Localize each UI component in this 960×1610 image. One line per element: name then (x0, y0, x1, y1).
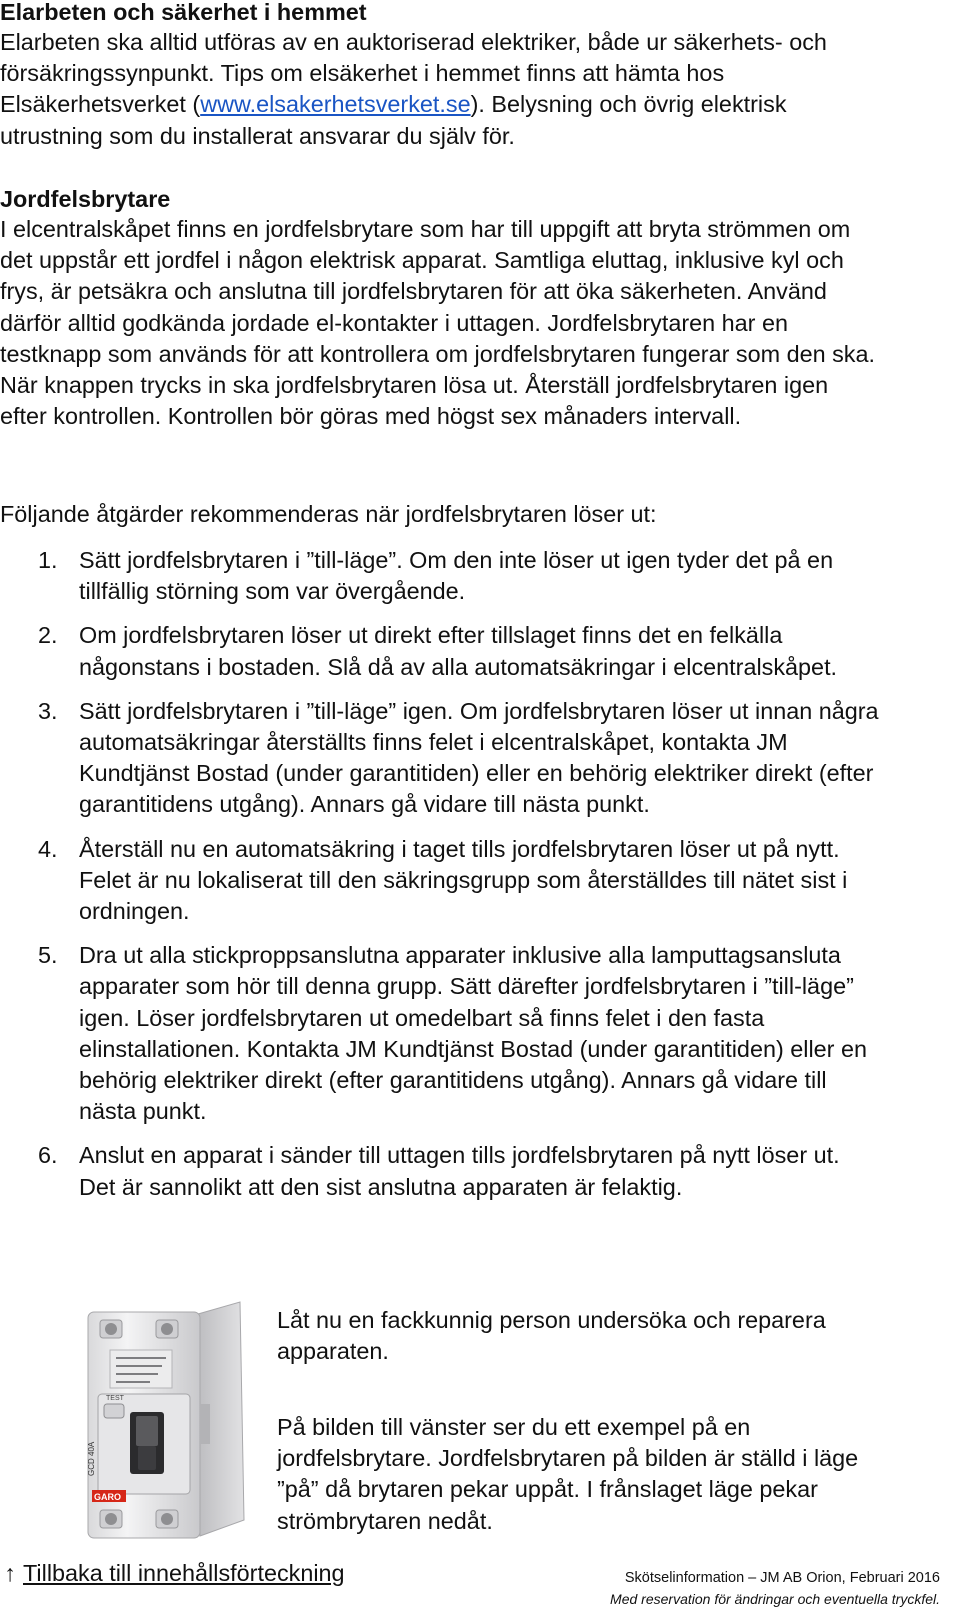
step-number: 1. (38, 547, 58, 573)
step-item (0, 940, 880, 1127)
step-text: Om jordfelsbrytaren löser ut direkt efter tillslaget finns det en felkälla någonstans i bostaden. Slå då av alla automatsäkringar i elcentralskåpet. (79, 622, 838, 680)
intro-paragraph (0, 27, 880, 152)
garo-logo: GARO (94, 1492, 121, 1502)
step-text: Sätt jordfelsbrytaren i ”till-läge”. Om den inte löser ut igen tyder det på en tillfällig störning som var övergående. (79, 547, 834, 605)
back-to-toc-label: Tillbaka till innehållsförteckning (23, 1560, 345, 1586)
step-text: Sätt jordfelsbrytaren i ”till-läge” igen. Om jordfelsbrytaren löser ut innan några automatsäkringar återställts finns felet i elcentralskåpet, kontakta JM Kundtjänst Bostad (under garantitiden) eller en behörig elektriker direkt (efter garantitidens utgång). Annars gå vidare till nästa punkt. (79, 697, 879, 818)
intro-heading: Elarbeten och säkerhet i hemmet (0, 0, 367, 25)
steps-list (0, 545, 880, 1203)
step-item (0, 620, 880, 682)
jordfelsbrytare-section (0, 184, 880, 432)
device-rating-label: GCD 40A (87, 1441, 96, 1476)
jordfelsbrytare-heading: Jordfelsbrytare (0, 186, 171, 212)
step-number: 4. (38, 835, 58, 862)
arrow-up-icon: ↑ (4, 1560, 16, 1586)
intro-text-after-link: ). Belysning och övrig elektrisk utrustning som du installerat ansvarar du själv för. (0, 91, 787, 149)
step-text: Dra ut alla stickproppsanslutna apparater inklusive alla lamputtagsansluta apparater som hör till denna grupp. Sätt därefter jordfelsbrytaren i ”till-läge” igen. Löser jordfelsbrytaren ut omedelbart så finns felet i den fasta elinstallationen. Kontakta JM Kundtjänst Bostad (under garantitiden) eller en behörig elektriker direkt (efter garantitidens utgång). Annars gå vidare till nästa punkt. (79, 942, 867, 1125)
back-to-toc-link[interactable] (0, 1559, 345, 1587)
step-number: 6. (38, 1142, 58, 1169)
footer-disclaimer: Med reservation för ändringar och eventuella tryckfel. (610, 1591, 940, 1607)
step-text: Anslut en apparat i sänder till uttagen tills jordfelsbrytaren på nytt löser ut. Det är sannolikt att den sist anslutna apparaten är felaktig. (79, 1142, 840, 1200)
step-number: 3. (38, 697, 58, 724)
step-number: 5. (38, 942, 58, 969)
elsakerhetsverket-link[interactable]: www.elsakerhetsverket.se (200, 91, 471, 118)
side-text-image-caption: På bilden till vänster ser du ett exempel på en jordfelsbrytare. Jordfelsbrytaren på bilden är ställd i läge ”på” då brytaren pekar uppåt. I frånslaget läge pekar strömbrytaren nedåt. (277, 1414, 859, 1534)
test-label: TEST (106, 1395, 124, 1402)
side-text-repair: Låt nu en fackkunnig person undersöka och reparera apparaten. (277, 1307, 826, 1365)
step-text: Återställ nu en automatsäkring i taget tills jordfelsbrytaren löser ut på nytt. Felet är nu lokaliserat till den säkringsgrupp som återställdes till nätet sist i ordningen. (79, 835, 848, 925)
step-number: 2. (38, 622, 58, 649)
intro-text-before-link: Elarbeten ska alltid utföras av en auktoriserad elektriker, både ur säkerhets- och försäkringssynpunkt. Tips om elsäkerhet i hemmet finns att hämta hos Elsäkerhetsverket ( (0, 29, 827, 118)
intro-section (0, 0, 880, 152)
jordfelsbrytare-image (80, 1284, 252, 1542)
step-item (0, 1140, 880, 1202)
step-item (0, 834, 880, 928)
footer-info: Skötselinformation – JM AB Orion, Februari 2016 (624, 1570, 940, 1586)
steps-lead-text: Följande åtgärder rekommenderas när jordfelsbrytaren löser ut: (0, 501, 657, 527)
jordfelsbrytare-paragraph: I elcentralskåpet finns en jordfelsbrytare som har till uppgift att bryta strömmen om det uppstår ett jordfel i någon elektrisk apparat. Samtliga eluttag, inklusive kyl och frys, är petsäkra och anslutna till jordfelsbrytaren för att öka säkerheten. Använd därför alltid godkända jordade el-kontakter i uttagen. Jordfelsbrytaren har en testknapp som används för att kontrollera om jordfelsbrytaren fungerar som den ska. När knappen trycks in ska jordfelsbrytaren lösa ut. Återställ jordfelsbrytaren igen efter kontrollen. Kontrollen bör göras med högst sex månaders intervall. (0, 216, 875, 430)
step-item (0, 696, 880, 821)
step-item (0, 545, 880, 607)
